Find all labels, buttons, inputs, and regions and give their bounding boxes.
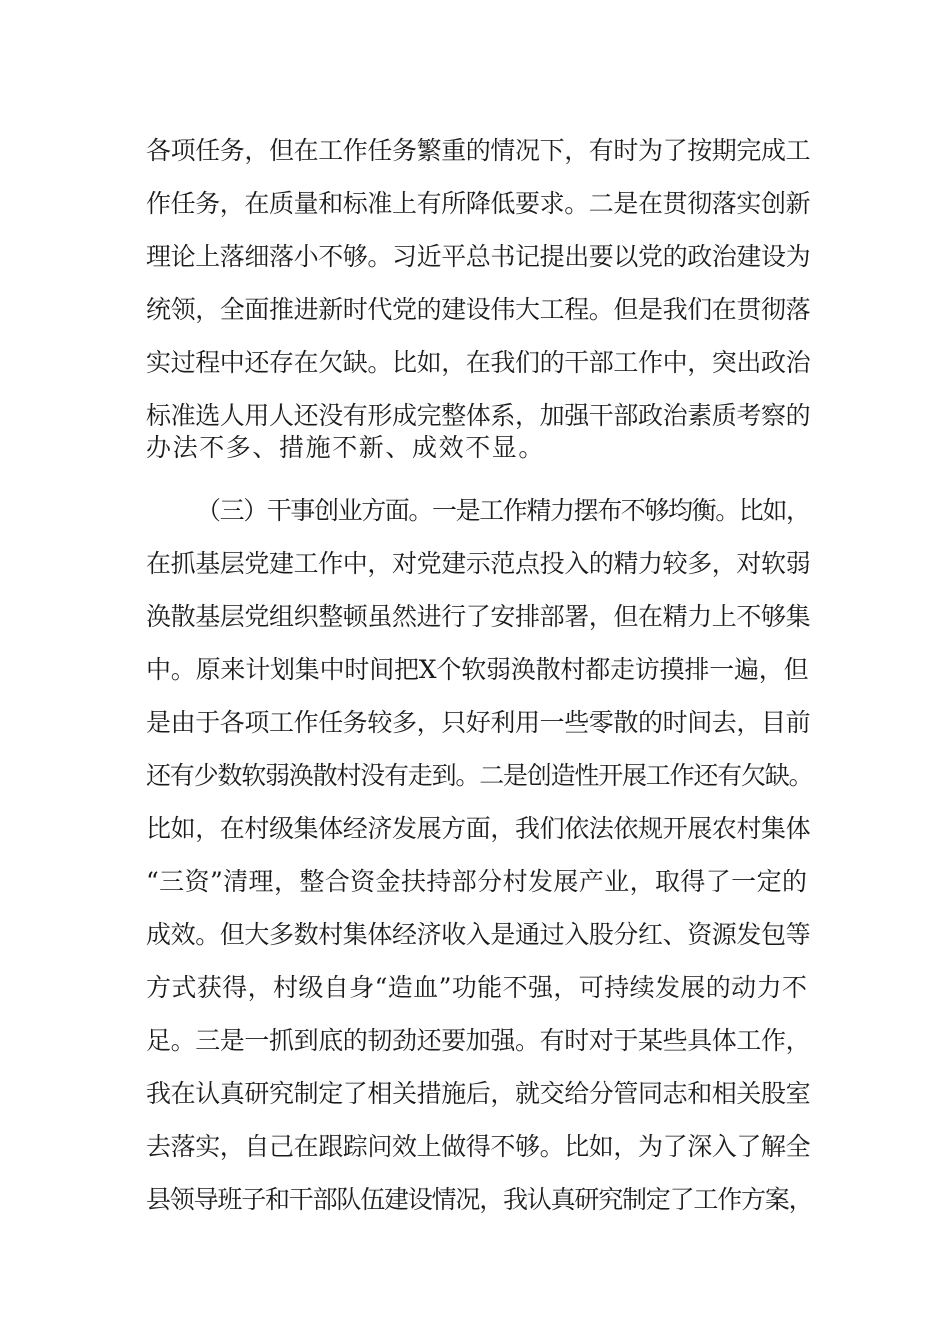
paragraph-2-line-2: 在抓基层党建工作中，对党建示范点投入的精力较多，对软弱	[146, 549, 811, 578]
paragraph-1-line-6: 标准选人用人还没有形成完整体系，加强干部政治素质考察的	[146, 401, 811, 430]
paragraph-1-line-3: 理论上落细落小不够。习近平总书记提出要以党的政治建设为	[146, 242, 811, 271]
paragraph-2-line-9: 成效。但大多数村集体经济收入是通过入股分红、资源发包等	[146, 920, 811, 949]
paragraph-2-line-1: （三）干事创业方面。一是工作精力摆布不够均衡。比如，	[196, 496, 810, 525]
paragraph-1-line-2: 作任务，在质量和标准上有所降低要求。二是在贯彻落实创新	[146, 189, 811, 218]
paragraph-1-line-7: 办法不多、措施不新、成效不显。	[146, 433, 546, 462]
paragraph-2-line-12: 我在认真研究制定了相关措施后，就交给分管同志和相关股室	[146, 1079, 811, 1108]
paragraph-2-line-7: 比如，在村级集体经济发展方面，我们依法依规开展农村集体	[146, 814, 811, 843]
paragraph-1-line-1: 各项任务，但在工作任务繁重的情况下，有时为了按期完成工	[146, 136, 811, 165]
paragraph-2-line-10: 方式获得，村级自身“造血”功能不强，可持续发展的动力不	[146, 973, 808, 1002]
paragraph-2-line-13: 去落实，自己在跟踪问效上做得不够。比如，为了深入了解全	[146, 1132, 811, 1161]
paragraph-2-line-5: 是由于各项工作任务较多，只好利用一些零散的时间去，目前	[146, 708, 811, 737]
paragraph-2-line-6: 还有少数软弱涣散村没有走到。二是创造性开展工作还有欠缺。	[146, 761, 813, 790]
paragraph-2-line-3: 涣散基层党组织整顿虽然进行了安排部署，但在精力上不够集	[146, 602, 811, 631]
paragraph-1-line-5: 实过程中还存在欠缺。比如，在我们的干部工作中，突出政治	[146, 348, 811, 377]
paragraph-2-line-14: 县领导班子和干部队伍建设情况，我认真研究制定了工作方案，	[146, 1185, 813, 1214]
paragraph-2-line-11: 足。三是一抓到底的韧劲还要加强。有时对于某些具体工作，	[146, 1026, 811, 1055]
paragraph-2-line-8: “三资”清理，整合资金扶持部分村发展产业，取得了一定的	[146, 867, 808, 896]
paragraph-1-line-4: 统领，全面推进新时代党的建设伟大工程。但是我们在贯彻落	[146, 295, 811, 324]
paragraph-2-line-4: 中。原来计划集中时间把X个软弱涣散村都走访摸排一遍，但	[146, 655, 809, 684]
